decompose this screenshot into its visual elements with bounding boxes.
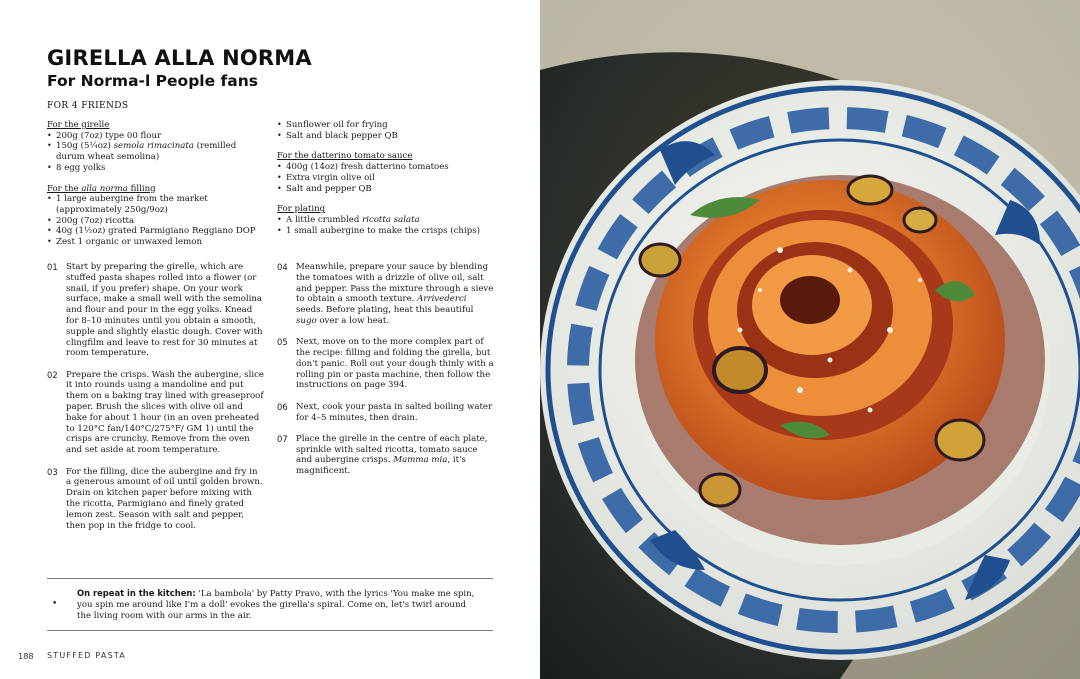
ingredient-group-heading: For the girelle (47, 120, 110, 130)
step-text: Next, move on to the more complex part of the recipe: filling and folding the girella, but don't panic. Roll out your dough thinly with a rolling pin or pasta machine, then follow the instructions on page 394. (296, 337, 494, 391)
method-step (277, 337, 495, 391)
ingredient-item: • Salt and black pepper QB (277, 131, 492, 142)
girella-centre (780, 276, 840, 324)
note-label: On repeat in the kitchen: (77, 588, 196, 598)
servings-label: FOR 4 FRIENDS (47, 101, 129, 111)
method-column-right (277, 262, 495, 488)
step-text: Start by preparing the girelle, which are stuffed pasta shapes rolled into a flower (or snail, if you prefer) shape. On your work surface, make a small well with the semolina and flour and pour in the egg yolks. Knead for 8–10 minutes until you obtain a smooth, supple and slightly elastic dough. Cover with clingfilm and leave to rest for 30 minutes at room temperature. (66, 262, 263, 359)
ingredient-item: • 200g (7oz) type 00 flour (47, 131, 262, 142)
dish-illustration (540, 0, 1080, 679)
ingredient-item: • 8 egg yolks (47, 163, 262, 174)
ingredient-item (277, 215, 492, 226)
ingredient-item: • 1 small aubergine to make the crisps (chips) (277, 226, 492, 237)
note-divider-bottom (47, 630, 493, 631)
music-note (77, 588, 477, 622)
ingredients-column-left (47, 120, 262, 258)
ingredient-group-girelle (47, 120, 262, 174)
ingredient-group-plating (277, 204, 492, 236)
ingredient-item: • Extra virgin olive oil (277, 173, 492, 184)
ingredient-item (47, 141, 262, 162)
ingredient-item-text: A little crumbled ricotta salata (286, 214, 420, 225)
ingredient-group-heading: For plating (277, 204, 326, 215)
step-number: 02 (47, 369, 58, 380)
step-text: Meanwhile, prepare your sauce by blending the tomatoes with a drizzle of olive oil, salt and pepper. Pass the mixture through a sieve to obtain a smooth texture. Arrivederci seeds. Before plating, heat this beautiful sugo over a low heat. (296, 262, 494, 326)
method-step (277, 434, 495, 477)
step-number: 05 (277, 337, 288, 348)
note-text: 'La bambola' by Patty Pravo, with the lyrics 'You make me spin, you spin me around like I'm a doll' evokes the girella's spiral. Come on, let's twirl around the living room with our arms in the air. (77, 589, 475, 621)
step-text: Next, cook your pasta in salted boiling water for 4–5 minutes, then drain. (296, 401, 493, 423)
ingredient-item: • 200g (7oz) ricotta (47, 216, 262, 227)
recipe-subtitle: For Norma-l People fans (47, 72, 258, 90)
step-text: For the filling, dice the aubergine and fry in a generous amount of oil until golden brown. Drain on kitchen paper before mixing with the ricotta, Parmigiano and finely grated lemon zest. Season with salt and pepper, then pop in the fridge to cool. (66, 466, 263, 531)
step-text: Place the girelle in the centre of each plate, sprinkle with salted ricotta, tomato sauce and aubergine crisps. Mamma mia, it's magnificent. (296, 433, 488, 477)
recipe-title: GIRELLA ALLA NORMA (47, 46, 312, 70)
ingredient-group-filling-cont (277, 120, 492, 141)
step-number: 06 (277, 401, 288, 412)
plated-girella-photo (540, 0, 1080, 679)
method-step (47, 262, 265, 359)
step-number: 07 (277, 433, 288, 444)
step-number: 01 (47, 262, 58, 272)
method-step (277, 402, 495, 424)
ingredient-group-heading: For the datterino tomato sauce (277, 151, 413, 162)
step-text: Prepare the crisps. Wash the aubergine, slice it into rounds using a mandoline and put them on a baking tray lined with greaseproof paper. Brush the slices with olive oil and bake for about 1 hour (in an oven preheated to 120°C fan/140°C/275°F/ GM 1) until the crisps are crunchy. Remove from the oven and set aside at room temperature. (66, 369, 264, 456)
ingredient-group-sauce (277, 151, 492, 194)
note-divider-top (47, 578, 493, 579)
section-name: STUFFED PASTA (47, 651, 126, 660)
ingredients-column-right (277, 120, 492, 246)
page-number: 188 (18, 651, 34, 661)
ingredient-item: • 1 large aubergine from the market (approximately 250g/9oz) (47, 194, 262, 215)
ingredient-item: • Salt and pepper QB (277, 184, 492, 195)
step-number: 04 (277, 262, 288, 272)
ingredient-item: • Sunflower oil for frying (277, 120, 492, 131)
ingredient-group-heading: For the alla norma filling (47, 183, 156, 194)
method-step (277, 262, 495, 327)
method-step (47, 370, 265, 456)
ingredient-item: • Zest 1 organic or unwaxed lemon (47, 237, 262, 248)
ingredient-item-text: 150g (5¼oz) semola rimacinata (remilled durum wheat semolina) (56, 141, 237, 163)
note-bullet: • (52, 599, 58, 609)
method-column-left (47, 262, 265, 542)
step-number: 03 (47, 466, 58, 477)
ingredient-item: • 400g (14oz) fresh datterino tomatoes (277, 162, 492, 173)
ingredient-item: • 40g (1½oz) grated Parmigiano Reggiano DOP (47, 226, 262, 237)
method-step (47, 467, 265, 532)
ingredient-group-filling (47, 184, 262, 248)
